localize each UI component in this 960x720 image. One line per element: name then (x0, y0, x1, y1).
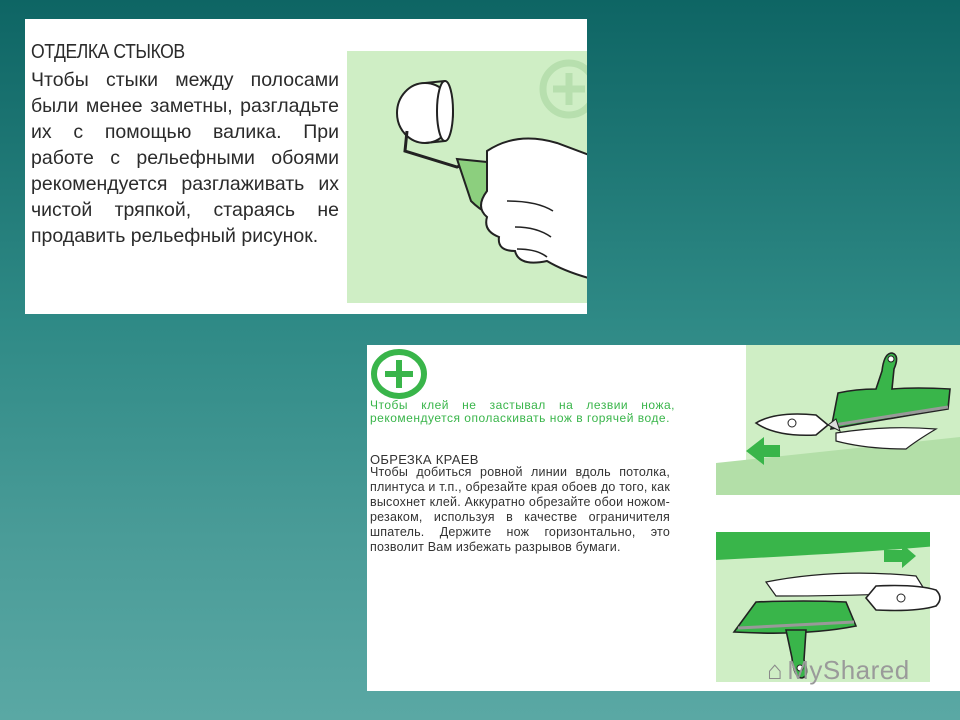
illustration-background (347, 51, 587, 303)
section-body-text: Чтобы стыки между полосами были менее заметны, разгладьте их с помощью валика. При работе с рельефными обоями рекомендуется разглаживать их чистой тряпкой, стараясь не продавить рельефный рисунок. (31, 69, 339, 247)
illustration-trim-ceiling (716, 345, 960, 495)
section-body-text: Чтобы добиться ровной линии вдоль потолка, плинтуса и т.п., обрезайте края обоев до того, как высохнет клей. Аккуратно обрезайте обои ножом-резаком, используя в качестве ограничителя шпатель. Держите нож горизонтально, это позволит Вам избежать разрывов бумаги. (370, 465, 670, 554)
section-title: ОТДЕЛКА СТЫКОВ (31, 41, 185, 63)
plus-circle-icon (370, 348, 428, 400)
myshared-logo-icon: ⌂ (767, 655, 784, 685)
card-edge-trimming (367, 345, 960, 691)
spatula-icon (716, 345, 960, 495)
watermark (767, 655, 910, 686)
section-title: ОБРЕЗКА КРАЕВ (370, 452, 479, 467)
roller-hand-icon (347, 51, 587, 303)
card-seam-finishing (25, 19, 587, 314)
tip-text: Чтобы клей не застывал на лезвии ножа, рекомендуется ополаскивать нож в горячей воде. (370, 398, 675, 425)
watermark-text: MyShared (787, 655, 910, 685)
